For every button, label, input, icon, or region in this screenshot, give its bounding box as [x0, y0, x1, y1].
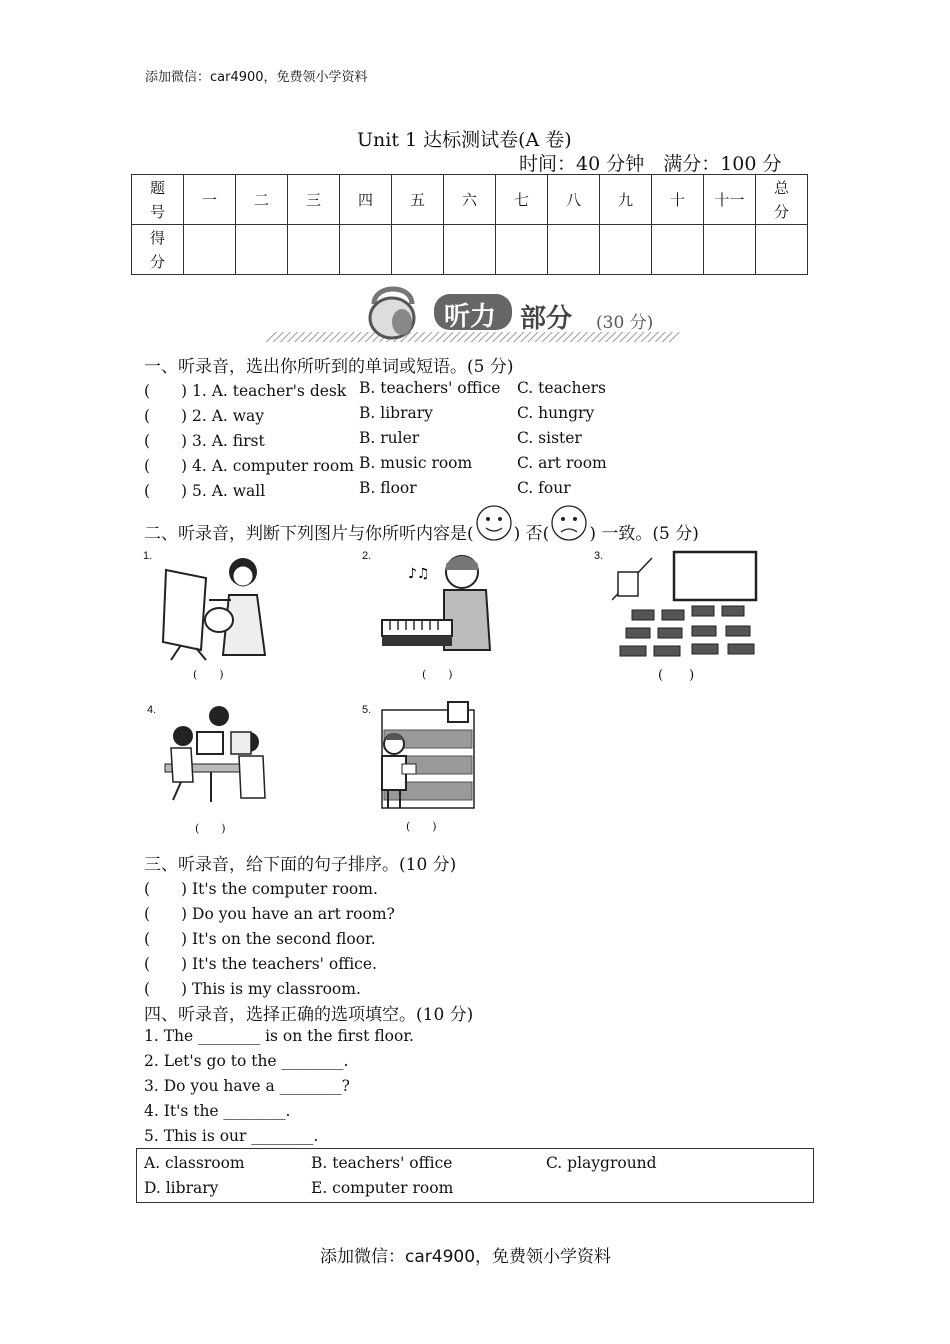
section-1-title: 一、听录音，选出你所听到的单词或短语。(5 分)	[144, 357, 514, 377]
s3-item: ( ) It's on the second floor.	[144, 930, 376, 948]
pic-number: 2.	[362, 550, 372, 562]
s4-item: 1. The ________ is on the first floor.	[144, 1027, 414, 1045]
s4-item: 4. It's the ________.	[144, 1102, 291, 1120]
option-e: E. computer room	[311, 1179, 454, 1197]
score-table-score-row	[132, 225, 808, 275]
header-note: 添加微信：car4900，免费领小学资料	[145, 70, 368, 85]
s3-item: ( ) It's the computer room.	[144, 880, 378, 898]
s1-q2-b: B. library	[359, 404, 433, 422]
s1-q5-b: B. floor	[359, 479, 417, 497]
option-b: B. teachers' office	[311, 1154, 453, 1172]
footer-note: 添加微信：car4900，免费领小学资料	[320, 1247, 612, 1267]
header-cell: 十一	[704, 175, 756, 225]
score-cell[interactable]	[340, 225, 392, 275]
s1-q1-c: C. teachers	[517, 379, 607, 397]
cell-defen: 得 分	[132, 225, 184, 275]
pic-number: 1.	[143, 550, 153, 562]
banner-points: (30 分)	[596, 313, 654, 333]
options-box	[136, 1148, 814, 1203]
picture-1-girl-painting	[143, 548, 273, 680]
s2-title-c: ) 一致。(5 分)	[589, 524, 699, 544]
s1-q3-c: C. sister	[517, 429, 582, 447]
score-cell[interactable]	[184, 225, 236, 275]
header-cell: 九	[600, 175, 652, 225]
score-cell[interactable]	[652, 225, 704, 275]
s1-q1: ( ) 1. A. teacher's desk	[144, 382, 347, 400]
s4-item: 5. This is our ________.	[144, 1127, 319, 1145]
banner-word-tingli: 听力	[444, 302, 497, 332]
s1-q4-c: C. art room	[517, 454, 607, 472]
girl-painting-image	[161, 550, 271, 662]
score-cell[interactable]	[600, 225, 652, 275]
s1-q2-c: C. hungry	[517, 404, 595, 422]
s1-q4: ( ) 4. A. computer room	[144, 457, 354, 475]
s4-item: 2. Let's go to the ________.	[144, 1052, 349, 1070]
page-title: Unit 1 达标测试卷(A 卷)	[357, 129, 572, 151]
cell-tihao: 题 号	[132, 175, 184, 225]
classroom-image	[612, 550, 762, 662]
picture-5-library	[360, 700, 482, 835]
time-score-info: 时间：40 分钟 满分：100 分	[519, 153, 782, 175]
s1-q5-c: C. four	[517, 479, 571, 497]
score-cell[interactable]	[756, 225, 808, 275]
section-4-title: 四、听录音，选择正确的选项填空。(10 分)	[144, 1005, 474, 1025]
header-cell: 八	[548, 175, 600, 225]
header-cell: 十	[652, 175, 704, 225]
pic-answer-bracket[interactable]: ( )	[193, 668, 224, 681]
section-2-title	[144, 519, 699, 545]
s1-q2: ( ) 2. A. way	[144, 407, 265, 425]
header-cell: 七	[496, 175, 548, 225]
boy-piano-image	[380, 550, 495, 662]
score-cell[interactable]	[548, 225, 600, 275]
score-cell[interactable]	[444, 225, 496, 275]
pic-answer-bracket[interactable]: ( )	[422, 668, 453, 681]
pic-answer-bracket[interactable]: ( )	[658, 668, 695, 683]
pic-answer-bracket[interactable]: ( )	[406, 820, 437, 833]
s1-q3-b: B. ruler	[359, 429, 420, 447]
score-cell[interactable]	[288, 225, 340, 275]
score-cell[interactable]	[392, 225, 444, 275]
sad-face-icon	[549, 505, 589, 545]
listening-banner	[262, 282, 692, 344]
cell-total: 总 分	[756, 175, 808, 225]
score-cell[interactable]	[236, 225, 288, 275]
header-cell: 五	[392, 175, 444, 225]
pic-number: 5.	[362, 704, 372, 716]
score-table	[131, 174, 808, 275]
pic-answer-bracket[interactable]: ( )	[195, 822, 226, 835]
picture-2-boy-piano	[360, 548, 495, 680]
kids-computer-image	[161, 702, 273, 812]
header-cell: 一	[184, 175, 236, 225]
header-cell: 六	[444, 175, 496, 225]
s2-title-a: 二、听录音，判断下列图片与你所听内容是(	[144, 524, 474, 544]
score-cell[interactable]	[496, 225, 548, 275]
option-a: A. classroom	[144, 1154, 245, 1172]
header-cell: 三	[288, 175, 340, 225]
s2-title-b: ) 否(	[513, 524, 550, 544]
s3-item: ( ) It's the teachers' office.	[144, 955, 377, 973]
score-cell[interactable]	[704, 225, 756, 275]
header-cell: 四	[340, 175, 392, 225]
picture-4-computer-room	[143, 700, 275, 835]
pic-number: 3.	[594, 550, 604, 562]
s1-q1-b: B. teachers' office	[359, 379, 501, 397]
option-c: C. playground	[546, 1154, 657, 1172]
svg-text:♪♫: ♪♫	[408, 566, 430, 582]
banner-word-bufen: 部分	[520, 304, 573, 334]
section-3-title: 三、听录音，给下面的句子排序。(10 分)	[144, 855, 457, 875]
option-d: D. library	[144, 1179, 219, 1197]
picture-3-classroom	[592, 548, 764, 683]
s3-item: ( ) Do you have an art room?	[144, 905, 395, 923]
score-table-header-row	[132, 175, 808, 225]
s4-item: 3. Do you have a ________?	[144, 1077, 350, 1095]
s3-item: ( ) This is my classroom.	[144, 980, 361, 998]
pic-number: 4.	[147, 704, 157, 716]
s1-q3: ( ) 3. A. first	[144, 432, 265, 450]
s1-q4-b: B. music room	[359, 454, 473, 472]
smiley-face-icon	[474, 505, 514, 545]
header-cell: 二	[236, 175, 288, 225]
boy-library-image	[380, 700, 480, 812]
s1-q5: ( ) 5. A. wall	[144, 482, 266, 500]
